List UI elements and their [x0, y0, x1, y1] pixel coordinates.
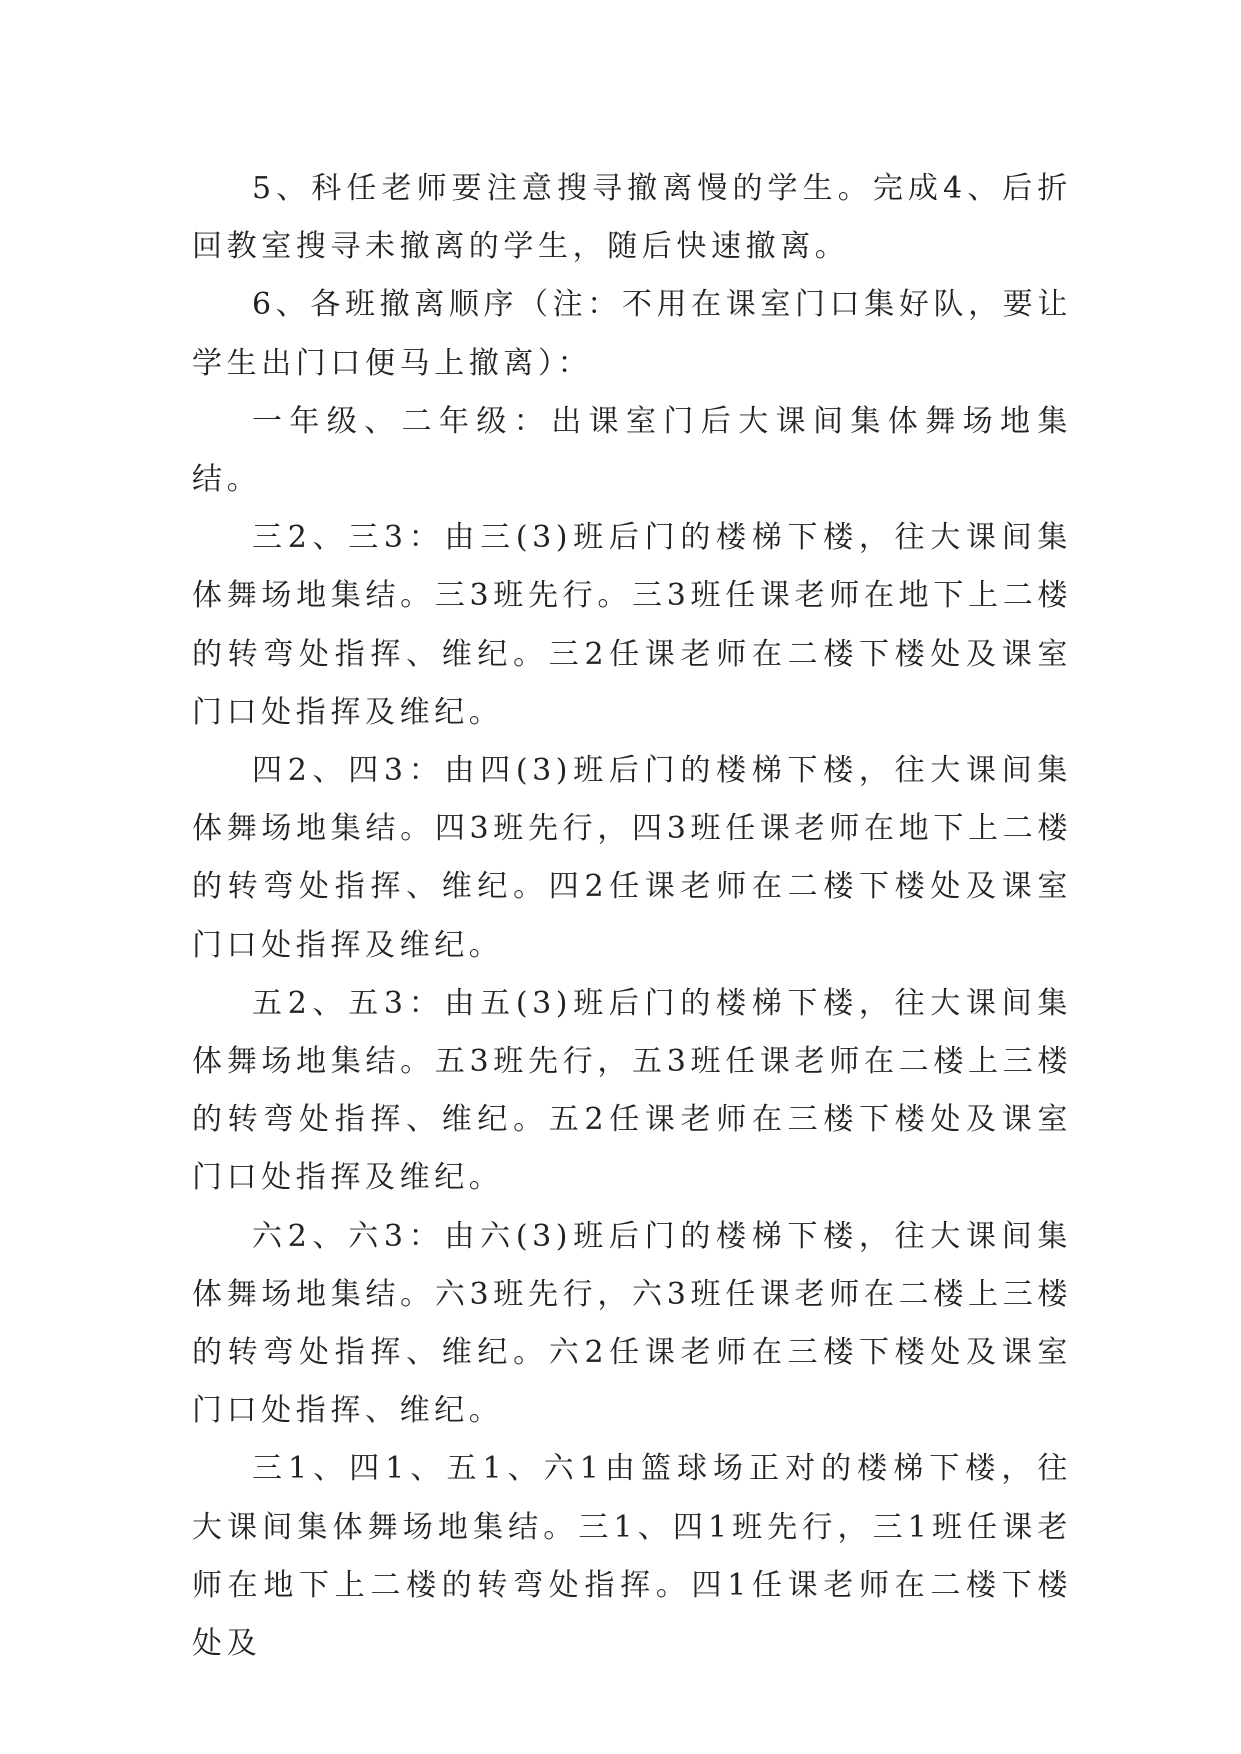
- paragraph-grade-6: 六2、六3：由六(3)班后门的楼梯下楼，往大课间集体舞场地集结。六3班先行，六3班任课老师在二楼上三楼的转弯处指挥、维纪。六2任课老师在三楼下楼处及课室门口处指挥、维纪。: [192, 1218, 1072, 1429]
- paragraph-grade-4: 四2、四3：由四(3)班后门的楼梯下楼，往大课间集体舞场地集结。四3班先行，四3班任课老师在地下上二楼的转弯处指挥、维纪。四2任课老师在二楼下楼处及课室门口处指挥及维纪。: [192, 753, 1072, 963]
- document-body: [192, 160, 1072, 1673]
- paragraph-grade-1-2: 一年级、二年级：出课室门后大课间集体舞场地集结。: [192, 403, 1072, 498]
- paragraph-step-5: 5、科任老师要注意搜寻撤离慢的学生。完成4、后折回教室搜寻未撤离的学生，随后快速撤离。: [192, 171, 1072, 265]
- paragraph-grade-3: 三2、三3：由三(3)班后门的楼梯下楼，往大课间集体舞场地集结。三3班先行。三3班任课老师在地下上二楼的转弯处指挥、维纪。三2任课老师在二楼下楼处及课室门口处指挥及维纪。: [192, 520, 1072, 730]
- paragraph-class-1s: 三1、四1、五1、六1由篮球场正对的楼梯下楼，往大课间集体舞场地集结。三1、四1班先行，三1班任课老师在地下上二楼的转弯处指挥。四1任课老师在二楼下楼处及: [192, 1451, 1072, 1662]
- paragraph-grade-5: 五2、五3：由五(3)班后门的楼梯下楼，往大课间集体舞场地集结。五3班先行，五3班任课老师在二楼上三楼的转弯处指挥、维纪。五2任课老师在三楼下楼处及课室门口处指挥及维纪。: [192, 985, 1072, 1196]
- paragraph-step-6: 6、各班撤离顺序（注：不用在课室门口集好队，要让学生出门口便马上撤离）：: [192, 287, 1072, 381]
